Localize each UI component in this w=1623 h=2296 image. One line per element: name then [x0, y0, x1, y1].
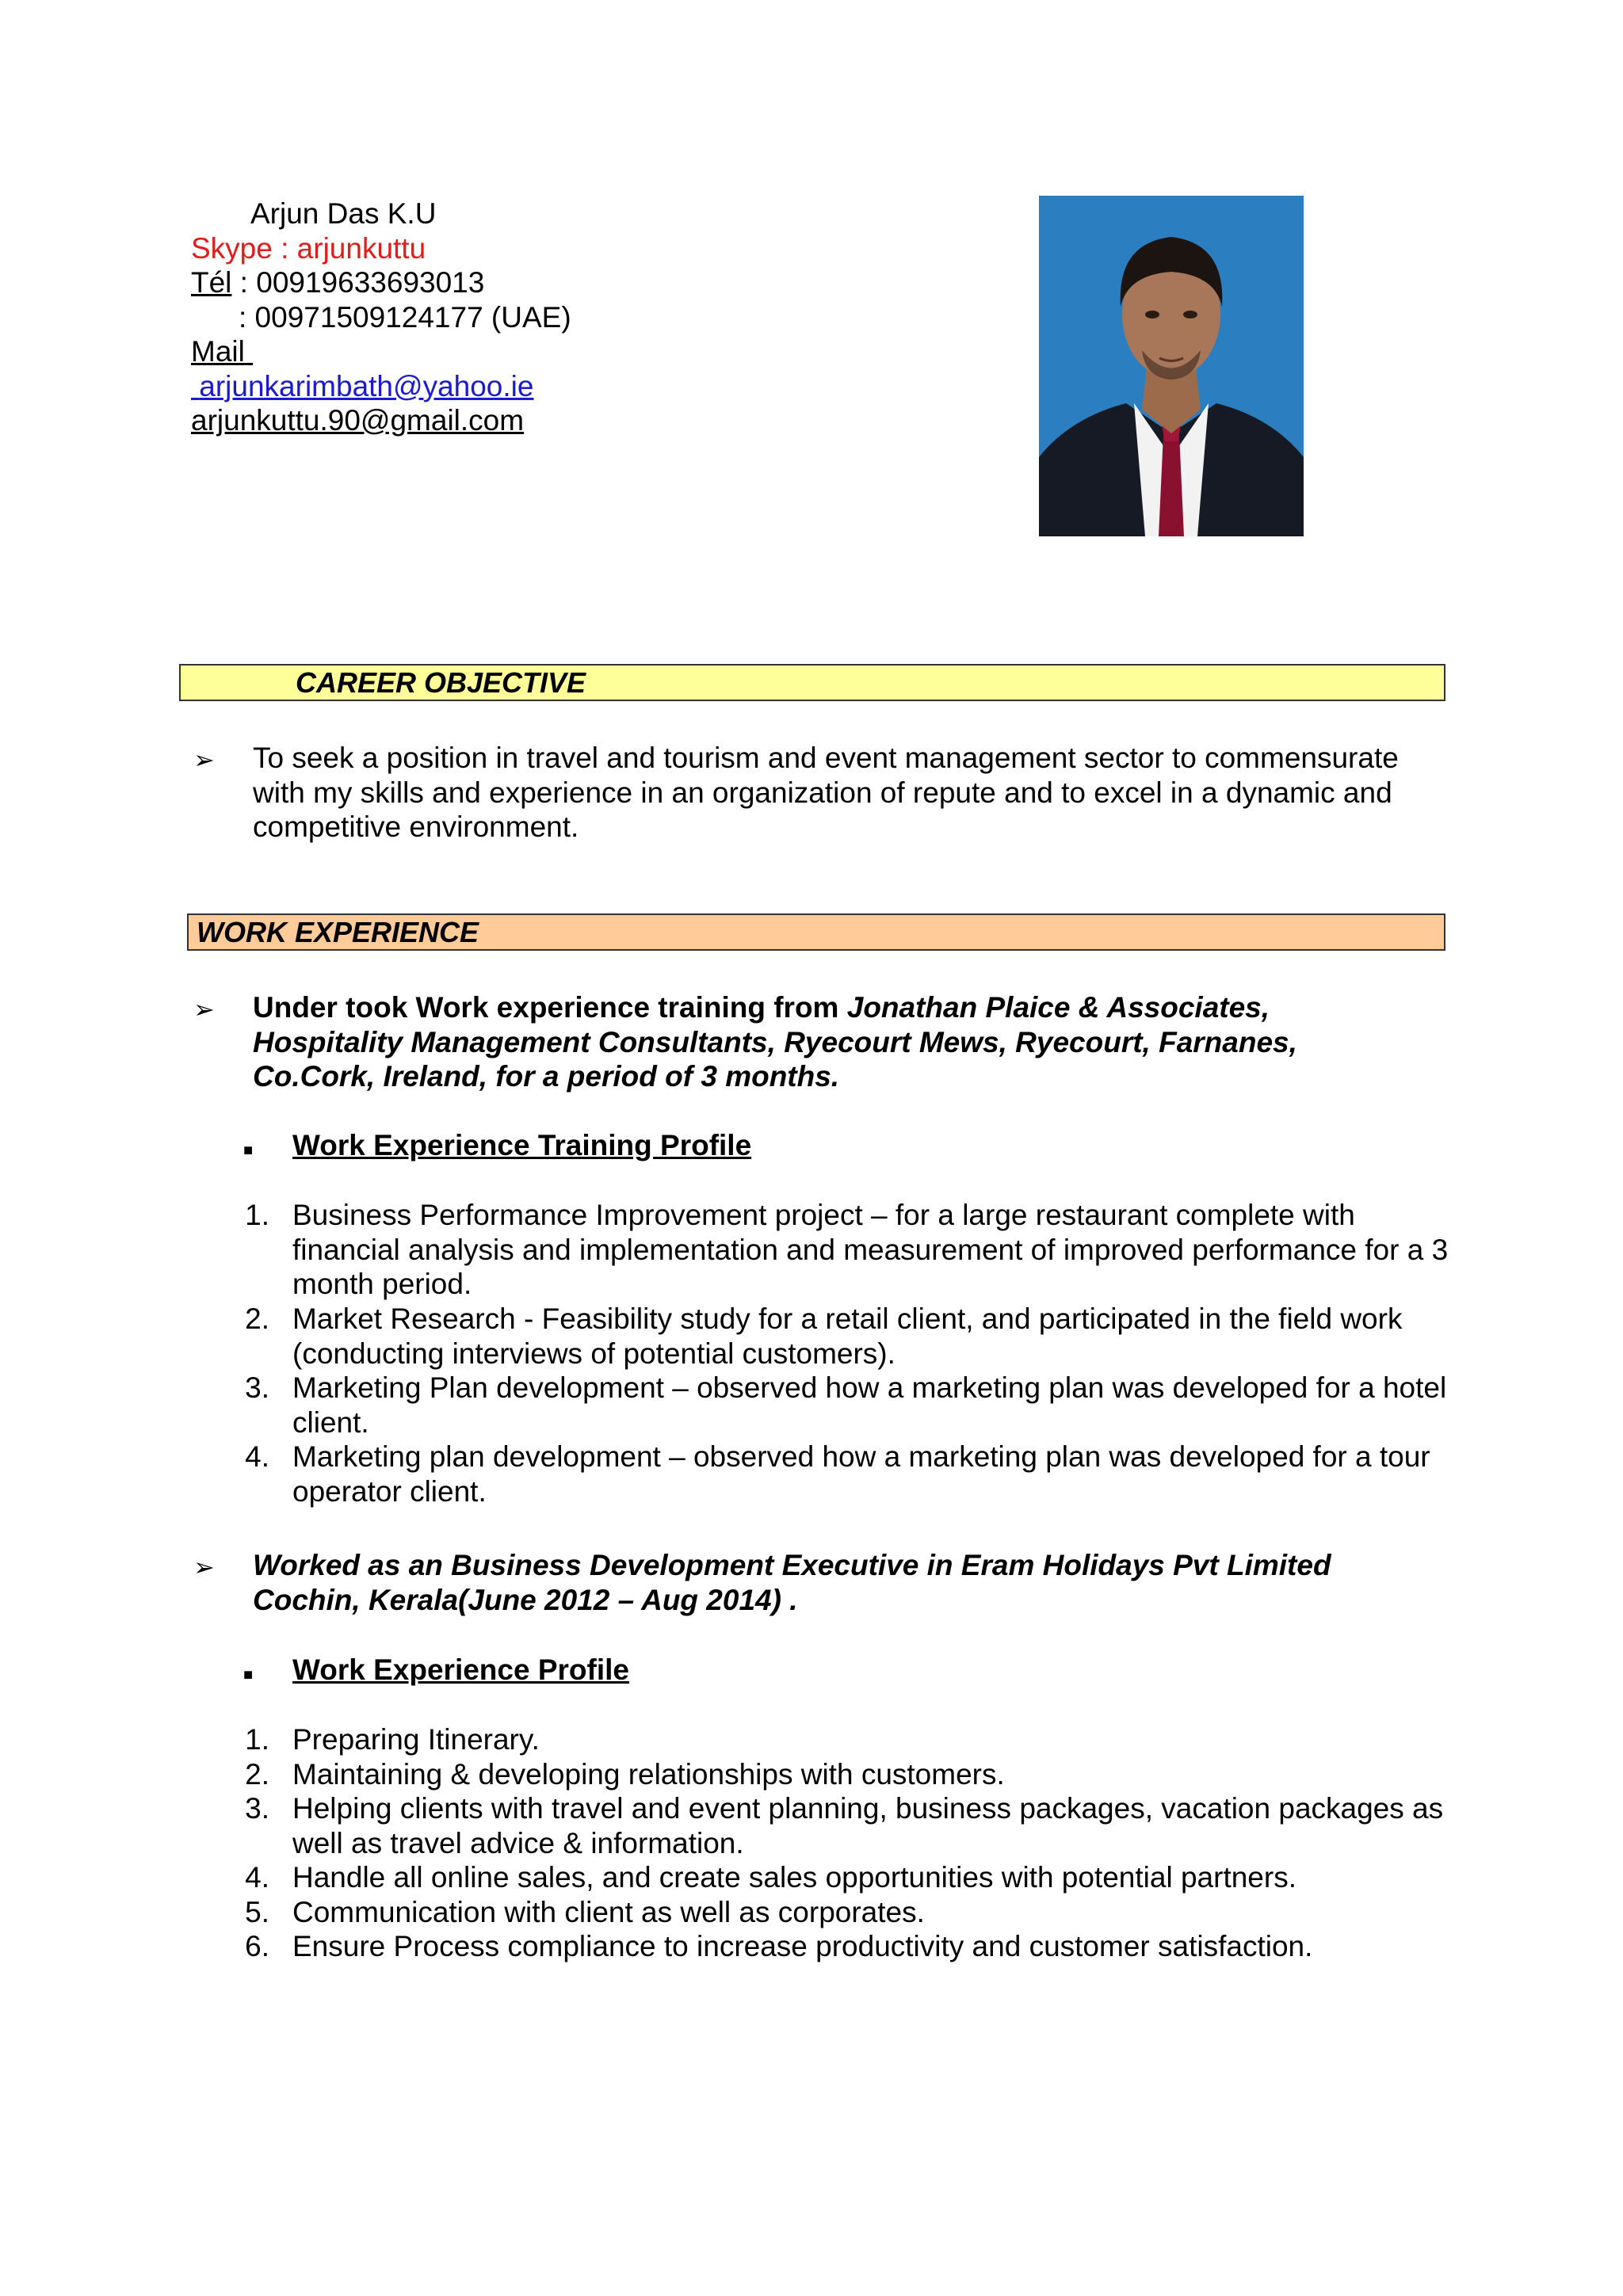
list-item: Handle all online sales, and create sales opportunities with potential partners. — [292, 1861, 1296, 1894]
list-number: 6. — [245, 1930, 269, 1962]
training-list — [0, 1198, 1623, 1515]
tel-label: Tél — [191, 266, 232, 299]
list-number: 3. — [245, 1792, 269, 1825]
phone-number-1: : 00919633693013 — [231, 266, 485, 299]
profile-photo — [1039, 196, 1304, 536]
square-bullet-icon: ■ — [243, 1142, 254, 1159]
list-item: Marketing plan development – observed how a marketing plan was developed for a tour operator client. — [292, 1440, 1430, 1508]
list-item: Maintaining & developing relationships with customers. — [292, 1757, 1005, 1791]
list-number: 1. — [245, 1199, 269, 1231]
list-number: 4. — [245, 1440, 269, 1473]
list-item: Market Research - Feasibility study for a retail client, and participated in the field work (conducting interviews of potential customers). — [292, 1302, 1403, 1370]
mail-label: Mail — [191, 335, 245, 368]
contact-block — [191, 196, 571, 438]
phone-number-2: : 00971509124177 (UAE) — [239, 300, 571, 334]
job-profile-title: Work Experience Profile — [292, 1653, 629, 1686]
portrait-image — [1039, 196, 1304, 536]
list-number: 2. — [245, 1302, 269, 1335]
phone-line-1 — [191, 265, 571, 300]
arrow-bullet-icon: ➢ — [193, 995, 215, 1024]
training-description — [253, 990, 1386, 1094]
email-line-1 — [191, 369, 571, 404]
training-lead-text: Under took Work experience training from — [253, 991, 847, 1024]
list-item: Helping clients with travel and event planning, business packages, vacation packages as well as travel advice & information. — [292, 1792, 1444, 1859]
career-objective-text: To seek a position in travel and tourism and event management sector to commensurate with my skills and experience in an organization of repute and to excel in a dynamic and competitive environment. — [253, 742, 1399, 843]
candidate-name: Arjun Das K.U — [250, 197, 437, 230]
list-number: 4. — [245, 1861, 269, 1894]
arrow-bullet-icon: ➢ — [193, 746, 215, 774]
skype-id: Skype : arjunkuttu — [191, 231, 426, 265]
job-description: Worked as an Business Development Executive in Eram Holidays Pvt Limited Cochin, Kerala(June 2012 – Aug 2014) . — [253, 1549, 1331, 1616]
career-objective-heading: CAREER OBJECTIVE — [179, 664, 1445, 701]
list-item: Preparing Itinerary. — [292, 1723, 540, 1756]
list-number: 1. — [245, 1723, 269, 1756]
mail-line — [191, 334, 571, 369]
arrow-bullet-icon: ➢ — [193, 1553, 215, 1581]
list-number: 2. — [245, 1757, 269, 1791]
email-link-1[interactable]: arjunkarimbath@yahoo.ie — [199, 369, 534, 402]
training-company-text: Jonathan Plaice & Associates, Hospitality Management Consultants, Ryecourt Mews, Ryecourt, Farnanes, Co.Cork, Ireland, for a period of 3 months. — [253, 991, 1297, 1093]
square-bullet-icon: ■ — [243, 1666, 254, 1684]
list-item: Business Performance Improvement project – for a large restaurant complete with financial analysis and implementation and measurement of improved performance for a 3 month period. — [292, 1199, 1449, 1300]
job-list — [0, 1722, 1623, 1976]
email-link-2[interactable]: arjunkuttu.90@gmail.com — [191, 404, 525, 437]
list-item: Ensure Process compliance to increase productivity and customer satisfaction. — [292, 1930, 1313, 1962]
list-number: 5. — [245, 1895, 269, 1928]
list-item: Marketing Plan development – observed how a marketing plan was developed for a hotel client. — [292, 1371, 1447, 1439]
list-item: Communication with client as well as corporates. — [292, 1895, 925, 1928]
training-profile-title: Work Experience Training Profile — [292, 1129, 752, 1161]
list-number: 3. — [245, 1371, 269, 1404]
work-experience-heading: WORK EXPERIENCE — [187, 913, 1445, 951]
